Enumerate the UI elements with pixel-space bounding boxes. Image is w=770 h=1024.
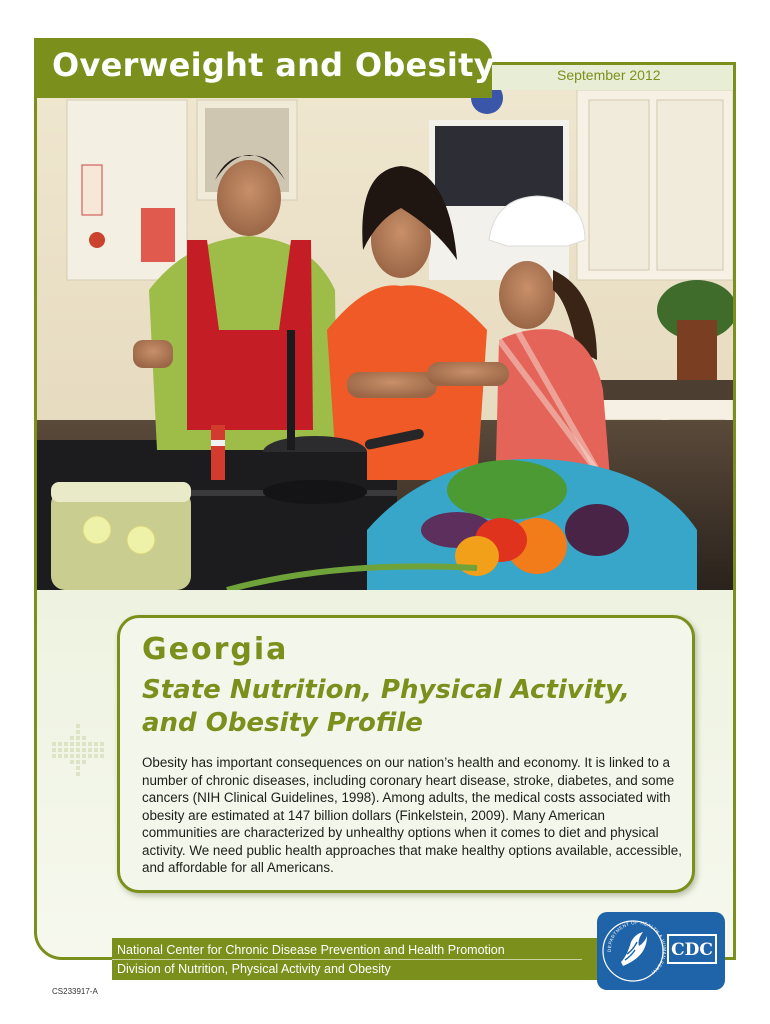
profile-title: State Nutrition, Physical Activity, and Obesity Profile (142, 675, 630, 738)
footer-division-name: Division of Nutrition, Physical Activity and Obesity (117, 962, 391, 976)
footer-divider (112, 959, 582, 960)
decorative-dots (52, 724, 112, 784)
title-banner (34, 38, 495, 98)
cdc-logo-text: CDC (671, 940, 713, 960)
hhs-seal-icon (597, 912, 725, 990)
seal-text: DEPARTMENT OF HEALTH & HUMAN SERVI (606, 920, 667, 976)
footer-center-name: National Center for Chronic Disease Prevention and Health Promotion (117, 943, 505, 957)
profile-description: Obesity has important consequences on our nation’s health and economy. It is linked to a number of chronic diseases, including coronary heart disease, stroke, diabetes, and some cancers (NIH Clinical Guidelines, 1998). Among adults, the medical costs associated with obesity are estimated at 147 billion dollars (Finkelstein, 2009). Many American communities are characterized by unhealthy options when it comes to diet and physical activity. We need public health approaches that make healthy options available, accessible, and affordable for all Americans. (142, 755, 682, 875)
publication-date: September 2012 (557, 67, 661, 83)
page-title: Overweight and Obesity (52, 46, 495, 84)
document-id: CS233917-A (52, 987, 98, 996)
state-name: Georgia (142, 632, 289, 667)
family-cooking-photo (37, 90, 733, 590)
profile-card (117, 615, 695, 893)
cdc-logo (597, 912, 725, 990)
